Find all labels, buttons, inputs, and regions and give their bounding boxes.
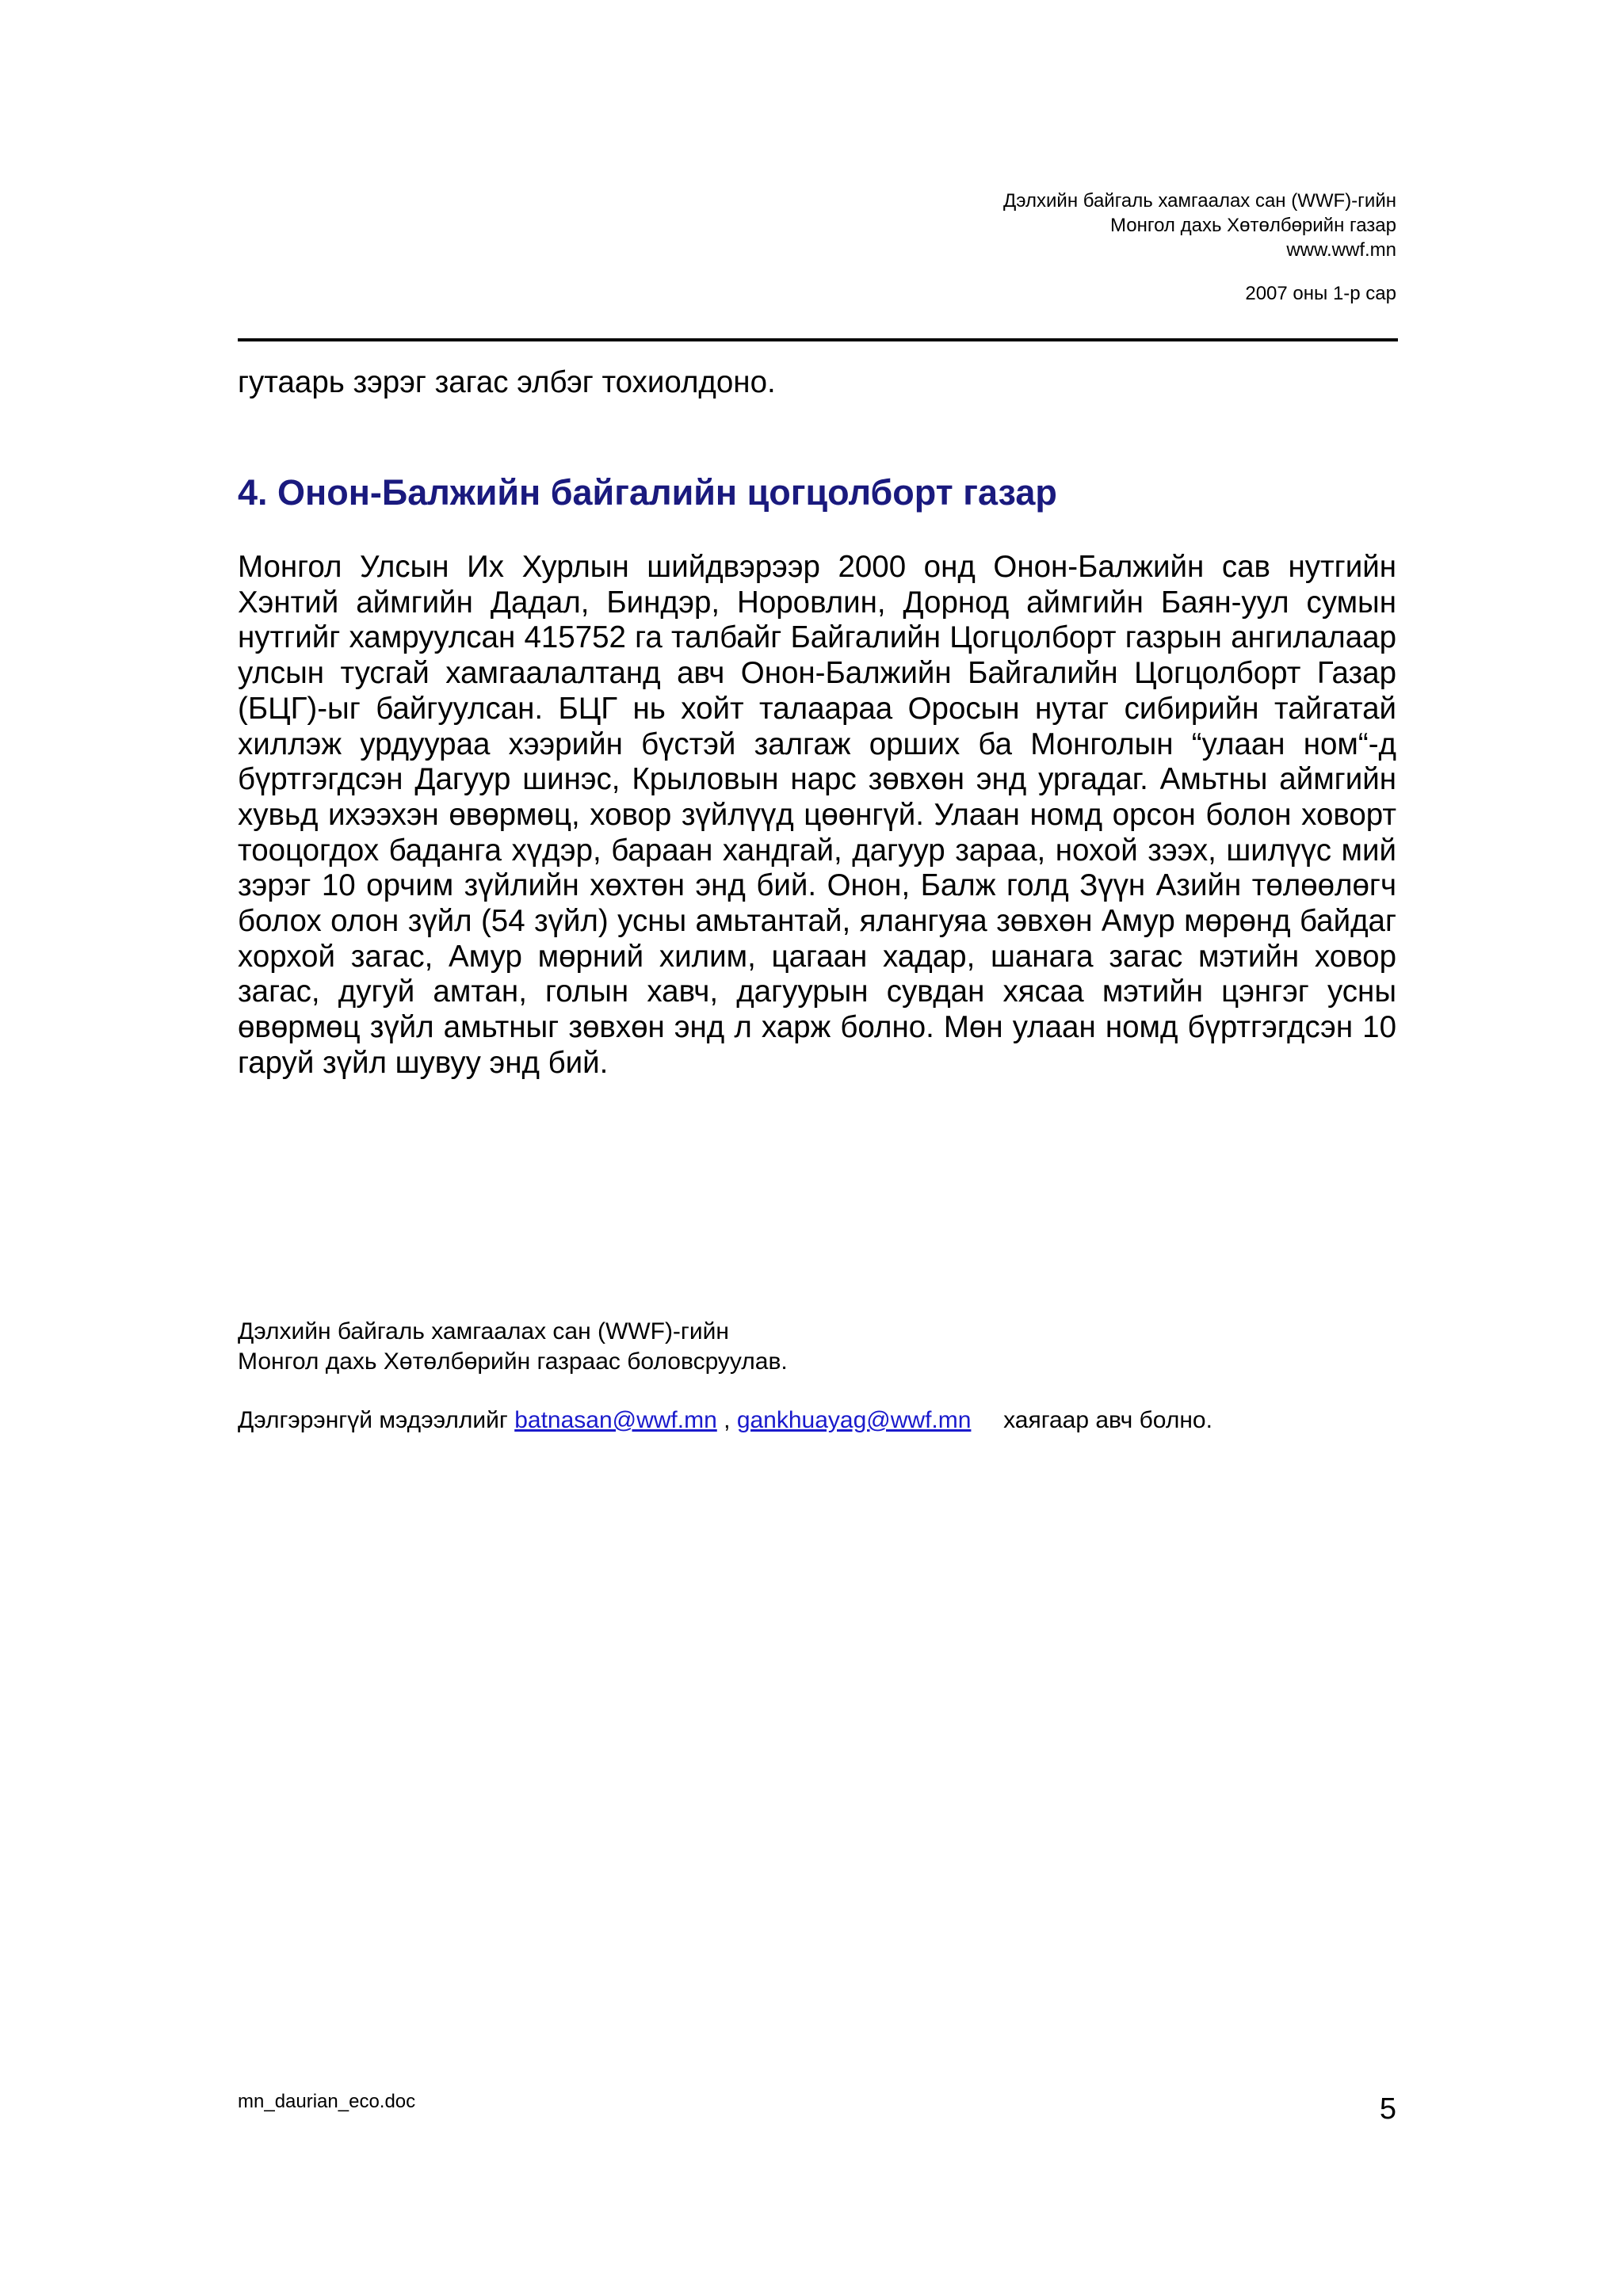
email-link-batnasan[interactable]: batnasan@wwf.mn — [514, 1407, 717, 1433]
contact-line — [238, 1405, 1396, 1436]
page-header — [238, 189, 1396, 306]
prepared-by-line2: Монгол дахь Хөтөлбөрийн газраас боловсруулав. — [238, 1348, 788, 1375]
prepared-by-line1: Дэлхийн байгаль хамгаалах сан (WWF)-гийн — [238, 1318, 729, 1344]
continuation-text: гутаарь зэрэг загас элбэг тохиолдоно. — [238, 365, 776, 399]
header-organization: Дэлхийн байгаль хамгаалах сан (WWF)-гийн — [1003, 190, 1396, 212]
email-link-gankhuayag[interactable]: gankhuayag@wwf.mn — [736, 1407, 972, 1433]
contact-suffix: хаягаар авч болно. — [1003, 1407, 1212, 1433]
page-number: 5 — [1379, 2092, 1396, 2126]
header-divider — [238, 338, 1398, 341]
prepared-by-note — [238, 1317, 1396, 1377]
header-date: 2007 оны 1-р сар — [1245, 283, 1396, 304]
contact-separator: , — [724, 1407, 731, 1433]
body-paragraph: Монгол Улсын Их Хурлын шийдвэрээр 2000 онд Онон-Балжийн сав нутгийн Хэнтий аймгийн Дадал, Биндэр, Норовлин, Дорнод аймгийн Баян-уул сумын нутгийг хамруулсан 415752 га талбайг Байгалийн Цогцолборт газрын ангилалаар улсын тусгай хамгаалалтанд авч Онон-Балжийн Байгалийн Цогцолборт Газар (БЦГ)-ыг байгуулсан. БЦГ нь хойт талаараа Оросын нутаг сибирийн тайгатай хиллэж урдуураа хээрийн бүстэй залгаж орших ба Монголын “улаан ном“-д бүртгэгдсэн Дагуур шинэс, Крыловын нарс зөвхөн энд ургадаг. Амьтны аймгийн хувьд ихээхэн өвөрмөц, ховор зүйлүүд цөөнгүй. Улаан номд орсон болон ховорт тооцогдох баданга хүдэр, бараан хандгай, дагуур зараа, нохой зээх, шилүүс мий зэрэг 10 орчим зүйлийн хөхтөн энд бий. Онон, Балж голд Зүүн Азийн төлөөлөгч болох олон зүйл (54 зүйл) усны амьтантай, ялангуяа зөвхөн Амур мөрөнд байдаг хорхой загас, Амур мөрний хилим, цагаан хадар, шанага загас мэтийн ховор загас, дугуй амтан, голын хавч, дагуурын сувдан хясаа мэтийн цэнгэг усны өвөрмөц зүйл амьтныг зөвхөн энд л харж болно. Мөн улаан номд бүртгэгдсэн 10 гаруй зүйл шувуу энд бий. — [238, 550, 1396, 1080]
section-heading: 4. Онон-Балжийн байгалийн цогцолборт газар — [238, 472, 1057, 513]
header-website: www.wwf.mn — [1286, 239, 1396, 261]
document-filename: mn_daurian_eco.doc — [238, 2091, 416, 2112]
header-office: Монгол дахь Хөтөлбөрийн газар — [1110, 215, 1396, 236]
contact-prefix: Дэлгэрэнгүй мэдээллийг — [238, 1407, 508, 1433]
